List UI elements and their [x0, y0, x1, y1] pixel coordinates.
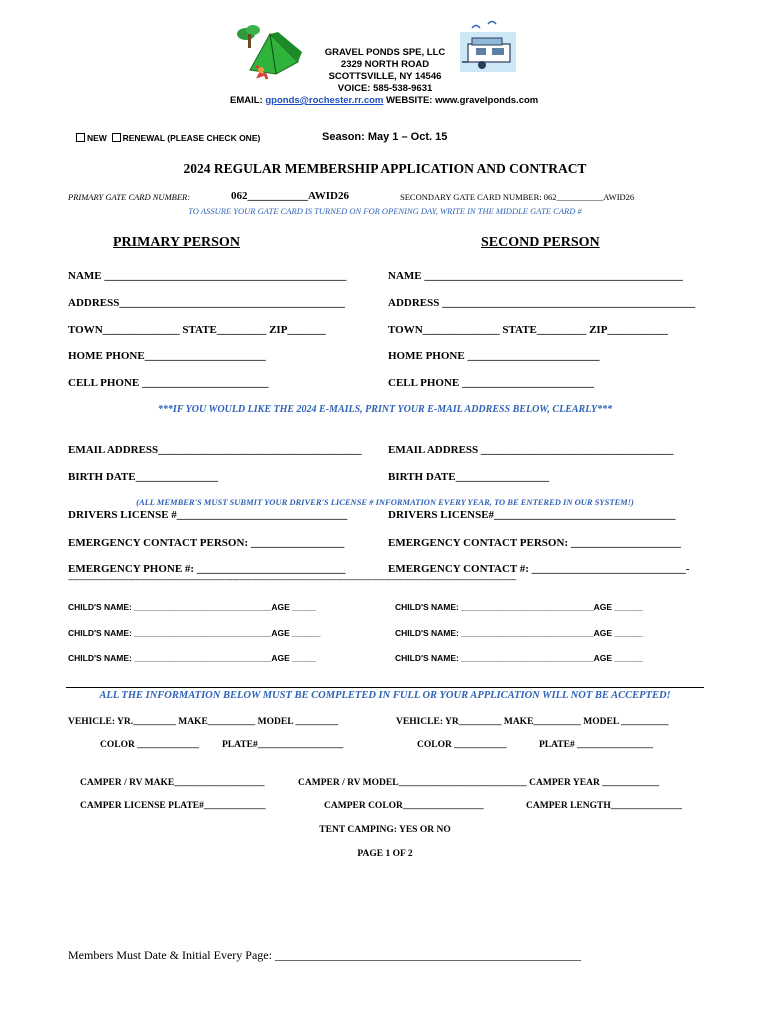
secondary-gate-field[interactable]: SECONDARY GATE CARD NUMBER: 062___________AWID26 — [400, 192, 635, 202]
new-checkbox[interactable] — [76, 133, 85, 142]
company-street: 2329 NORTH ROAD — [340, 59, 430, 70]
primary-home-phone-field[interactable]: HOME PHONE______________________ — [68, 350, 266, 362]
primary-emergency-phone-field[interactable]: EMERGENCY PHONE #: ___________________________ — [68, 563, 346, 575]
second-address-field[interactable]: ADDRESS ______________________________________________ — [388, 297, 696, 309]
second-home-phone-field[interactable]: HOME PHONE ________________________ — [388, 350, 600, 362]
email-link[interactable]: gponds@rochester.rr.com — [265, 95, 384, 106]
vehicle-right-field[interactable]: VEHICLE: YR_________ MAKE__________ MODEL __________ — [396, 717, 669, 727]
camper-make-field[interactable]: CAMPER / RV MAKE___________________ — [80, 778, 265, 788]
child-field-right-3[interactable]: CHILD'S NAME: ____________________________AGE ______ — [395, 653, 643, 663]
second-emergency-contact-field[interactable]: EMERGENCY CONTACT #: ____________________________- — [388, 563, 690, 575]
primary-gate-field[interactable]: 062___________AWID26 — [231, 190, 349, 202]
second-name-field[interactable]: NAME _______________________________________________ — [388, 270, 683, 282]
company-voice: VOICE: 585-538-9631 — [337, 83, 433, 94]
email-notice: ***IF YOU WOULD LIKE THE 2024 E-MAILS, PRINT YOUR E-MAIL ADDRESS BELOW, CLEARLY*** — [157, 404, 613, 415]
color-left-field[interactable]: COLOR _____________ — [100, 740, 199, 750]
primary-cell-phone-field[interactable]: CELL PHONE _______________________ — [68, 377, 269, 389]
primary-address-field[interactable]: ADDRESS_________________________________________ — [68, 297, 345, 309]
license-notice: (ALL MEMBER'S MUST SUBMIT YOUR DRIVER'S LICENSE # INFORMATION EVERY YEAR, TO BE ENTERED IN OUR SYSTEM!) — [136, 497, 634, 507]
color-right-field[interactable]: COLOR ___________ — [417, 740, 507, 750]
second-town-field[interactable]: TOWN______________ STATE_________ ZIP___________ — [388, 324, 668, 336]
second-birth-field[interactable]: BIRTH DATE_________________ — [388, 471, 550, 483]
second-license-field[interactable]: DRIVERS LICENSE#_________________________________ — [388, 509, 676, 521]
primary-gate-label: PRIMARY GATE CARD NUMBER: — [68, 192, 191, 202]
company-name: GRAVEL PONDS SPE, LLC — [324, 47, 446, 58]
second-person-heading: SECOND PERSON — [481, 235, 600, 250]
child-field-left-1[interactable]: CHILD'S NAME: _____________________________AGE _____ — [68, 602, 316, 612]
plate-right-field[interactable]: PLATE# ________________ — [539, 740, 654, 750]
gate-card-note: TO ASSURE YOUR GATE CARD IS TURNED ON FOR OPENING DAY, WRITE IN THE MIDDLE GATE CARD # — [188, 206, 582, 216]
footer-initial-line[interactable]: Members Must Date & Initial Every Page: ___________________________________________________ — [68, 948, 581, 962]
renewal-label: RENEWAL (PLEASE CHECK ONE) — [122, 133, 261, 143]
page-number: PAGE 1 OF 2 — [357, 849, 413, 859]
primary-person-heading: PRIMARY PERSON — [113, 235, 240, 250]
second-cell-phone-field[interactable]: CELL PHONE ________________________ — [388, 377, 594, 389]
second-emergency-person-field[interactable]: EMERGENCY CONTACT PERSON: ____________________ — [388, 537, 681, 549]
dashed-divider: --------------------------------------------------------------------------------------------------------------------------------------------------------------------------------------------------------------- — [68, 575, 516, 584]
website-text: WEBSITE: www.gravelponds.com — [386, 95, 539, 106]
child-field-left-3[interactable]: CHILD'S NAME: _____________________________AGE _____ — [68, 653, 316, 663]
vehicle-left-field[interactable]: VEHICLE: YR._________ MAKE__________ MODEL _________ — [68, 717, 339, 727]
primary-license-field[interactable]: DRIVERS LICENSE #_______________________________ — [68, 509, 348, 521]
child-field-right-2[interactable]: CHILD'S NAME: ____________________________AGE ______ — [395, 628, 643, 638]
camper-plate-field[interactable]: CAMPER LICENSE PLATE#_____________ — [80, 801, 266, 811]
complete-notice: ALL THE INFORMATION BELOW MUST BE COMPLETED IN FULL OR YOUR APPLICATION WILL NOT BE ACCEPTED! — [99, 690, 671, 701]
plate-left-field[interactable]: PLATE#__________________ — [222, 740, 344, 750]
child-field-right-1[interactable]: CHILD'S NAME: ____________________________AGE ______ — [395, 602, 643, 612]
membership-type — [76, 133, 260, 143]
page-title: 2024 REGULAR MEMBERSHIP APPLICATION AND CONTRACT — [183, 161, 587, 176]
second-email-field[interactable]: EMAIL ADDRESS ___________________________________ — [388, 444, 674, 456]
tent-camping-field[interactable]: TENT CAMPING: YES OR NO — [319, 825, 451, 835]
primary-email-field[interactable]: EMAIL ADDRESS_____________________________________ — [68, 444, 362, 456]
season: Season: May 1 – Oct. 15 — [322, 131, 448, 143]
section-divider — [66, 687, 704, 688]
primary-emergency-person-field[interactable]: EMERGENCY CONTACT PERSON: _________________ — [68, 537, 345, 549]
company-city: SCOTTSVILLE, NY 14546 — [328, 71, 442, 82]
primary-name-field[interactable]: NAME ____________________________________________ — [68, 270, 347, 282]
contact-line — [230, 95, 538, 106]
email-label: EMAIL: — [230, 95, 263, 106]
primary-town-field[interactable]: TOWN______________ STATE_________ ZIP_______ — [68, 324, 326, 336]
camper-length-field[interactable]: CAMPER LENGTH_______________ — [526, 801, 682, 811]
child-field-left-2[interactable]: CHILD'S NAME: _____________________________AGE ______ — [68, 628, 321, 638]
camper-model-year-field[interactable]: CAMPER / RV MODEL___________________________ CAMPER YEAR ____________ — [298, 778, 660, 788]
primary-birth-field[interactable]: BIRTH DATE_______________ — [68, 471, 219, 483]
new-label: NEW — [87, 133, 107, 143]
camper-color-field[interactable]: CAMPER COLOR_________________ — [324, 801, 484, 811]
renewal-checkbox[interactable] — [112, 133, 121, 142]
